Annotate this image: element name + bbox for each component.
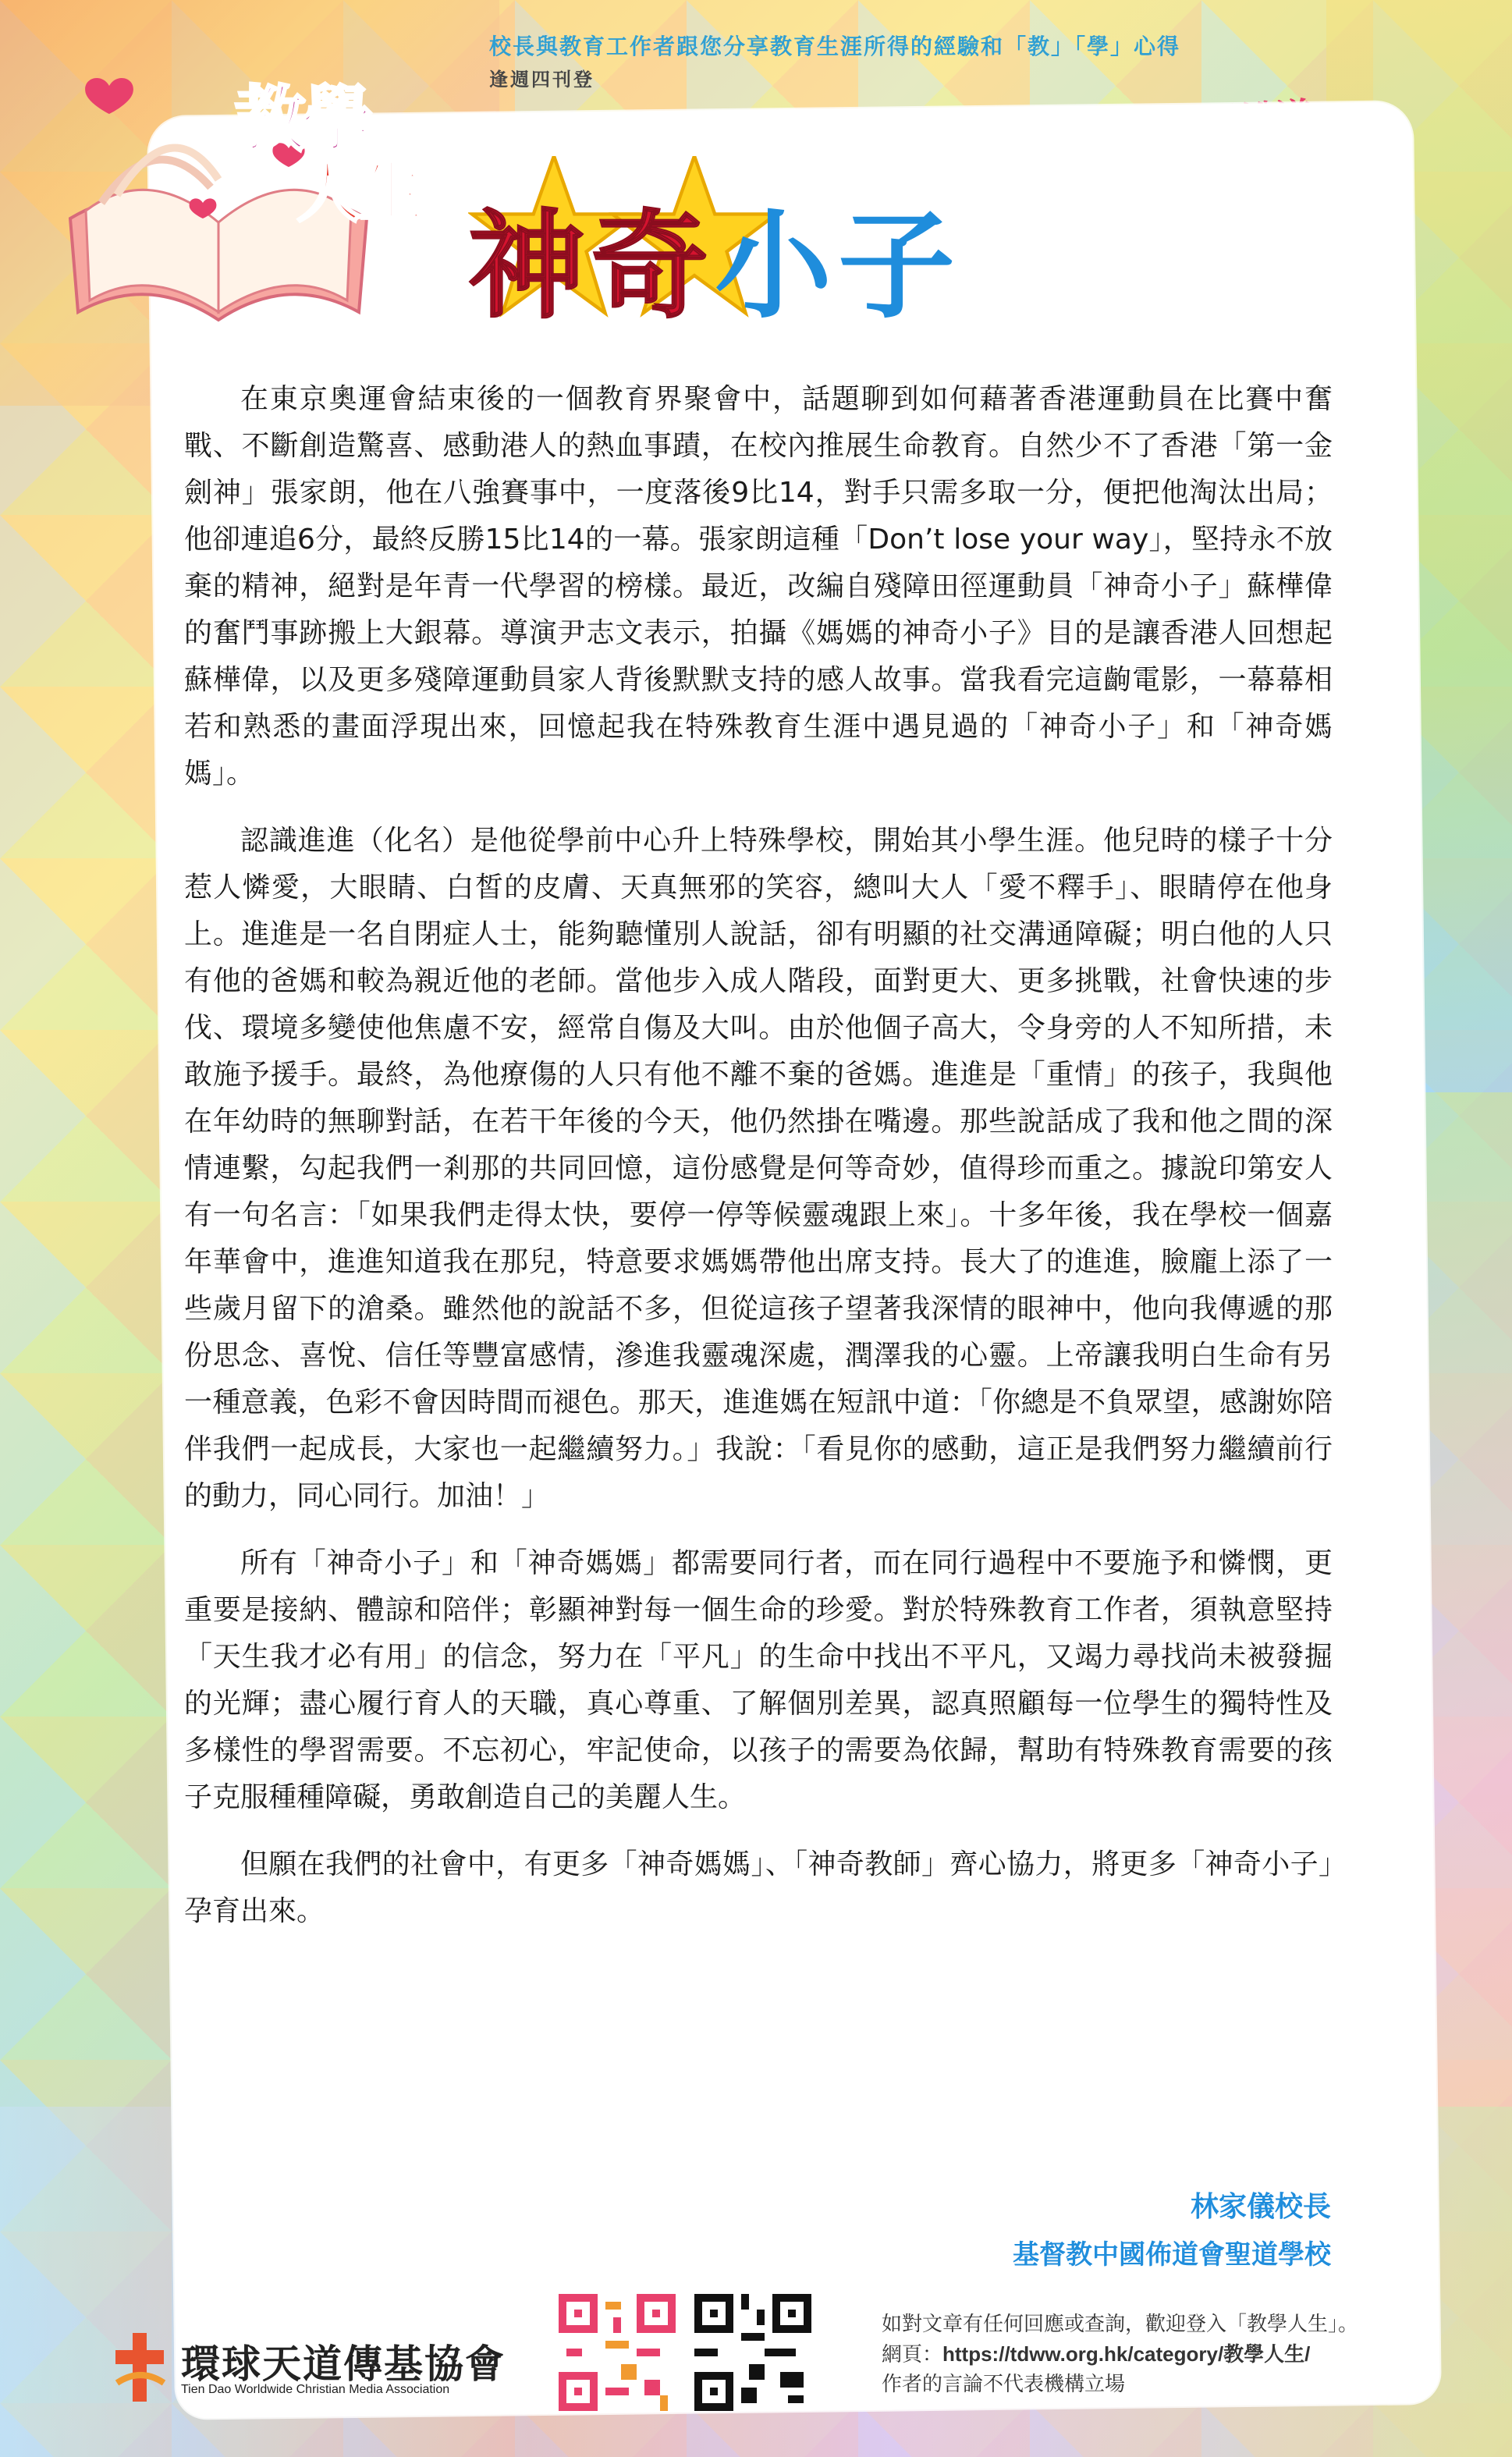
qr-icon bbox=[559, 2294, 676, 2411]
footer-url-label: 網頁： bbox=[882, 2343, 943, 2366]
footer-note-line2 bbox=[882, 2339, 1443, 2370]
author-name: 林家儀校長 bbox=[1190, 2191, 1331, 2223]
paragraph: 在東京奧運會結束後的一個教育界聚會中，話題聊到如何藉著香港運動員在比賽中奮戰、不斷創造驚喜、感動港人的熱血事蹟，在校內推展生命教育。自然少不了香港「第一金劍神」張家朗，他在八強賽事中，一度落後9比14，對手只需多取一分，便把他淘汰出局；他卻連追6分，最終反勝15比14的一幕。張家朗這種「Don’t lose your way」，堅持永不放棄的精神，絕對是年青一代學習的榜樣。最近，改編自殘障田徑運動員「神奇小子」蘇樺偉的奮鬥事跡搬上大銀幕。導演尹志文表示，拍攝《媽媽的神奇小子》目的是讓香港人回想起蘇樺偉，以及更多殘障運動員家人背後默默支持的感人故事。當我看完這齣電影，一幕幕相若和熟悉的畫面浮現出來，回憶起我在特殊教育生涯中遇見過的「神奇小子」和「神奇媽媽」。 bbox=[184, 383, 1333, 790]
footer-note bbox=[882, 2310, 1443, 2399]
qr-icon bbox=[694, 2294, 811, 2411]
heart-icon bbox=[85, 78, 133, 114]
footer-note-line3: 作者的言論不代表機構立場 bbox=[882, 2373, 1126, 2396]
qr-code bbox=[694, 2294, 811, 2411]
header-tagline: 校長與教育工作者跟您分享教育生涯所得的經驗和「教」「學」心得 bbox=[489, 34, 1181, 59]
header-frequency: 逢週四刊登 bbox=[489, 69, 595, 91]
org-name: 環球天道傳基協會 bbox=[181, 2342, 506, 2387]
org-logo-block bbox=[109, 2328, 515, 2406]
page-title bbox=[468, 172, 961, 340]
qr-code-colored bbox=[559, 2294, 676, 2411]
author-school: 基督教中國佈道會聖道學校 bbox=[1013, 2239, 1331, 2271]
title-block bbox=[468, 156, 1061, 335]
paragraph: 認識進進（化名）是他從學前中心升上特殊學校，開始其小學生涯。他兒時的樣子十分惹人憐愛，大眼睛、白皙的皮膚、天真無邪的笑容，總叫大人「愛不釋手」、眼睛停在他身上。進進是一名自閉症人士，能夠聽懂別人說話，卻有明顯的社交溝通障礙；明白他的人只有他的爸媽和較為親近他的老師。當他步入成人階段，面對更大、更多挑戰，社會快速的步伐、環境多變使他焦慮不安，經常自傷及大叫。由於他個子高大，令身旁的人不知所措，未敢施予援手。最終，為他療傷的人只有他不離不棄的爸媽。進進是「重情」的孩子，我與他在年幼時的無聊對話，在若干年後的今天，他仍然掛在嘴邊。那些說話成了我和他之間的深情連繫，勾起我們一剎那的共同回憶，這份感覺是何等奇妙，值得珍而重之。據說印第安人有一句名言：「如果我們走得太快，要停一停等候靈魂跟上來」。十多年後，我在學校一個嘉年華會中，進進知道我在那兒，特意要求媽媽帶他出席支持。長大了的進進，臉龐上添了一些歲月留下的滄桑。雖然他的說話不多，但從這孩子望著我深情的眼神中，他向我傳遞的那份思念、喜悅、信任等豐富感情，滲進我靈魂深處，潤澤我的心靈。上帝讓我明白生命有另一種意義，色彩不會因時間而褪色。那天，進進媽在短訊中道：「你總是不負眾望，感謝妳陪伴我們一起成長，大家也一起繼續努力。」我說：「看見你的感動，這正是我們努力繼續前行的動力，同心同行。加油！」 bbox=[184, 825, 1333, 1512]
title-part2: 小子 bbox=[715, 199, 962, 335]
title-part1: 神奇 bbox=[468, 199, 715, 335]
logo-line1: 教學 bbox=[234, 78, 369, 162]
footer-url-link[interactable]: https://tdww.org.hk/category/教學人生/ bbox=[942, 2342, 1311, 2366]
footer-note-line1: 如對文章有任何回應或查詢，歡迎登入「教學人生」。 bbox=[882, 2313, 1359, 2336]
paragraph: 但願在我們的社會中，有更多「神奇媽媽」、「神奇教師」齊心協力，將更多「神奇小子」孕育出來。 bbox=[184, 1848, 1333, 1927]
logo-line2: 人生 bbox=[296, 154, 422, 231]
paragraph: 所有「神奇小子」和「神奇媽媽」都需要同行者，而在同行過程中不要施予和憐憫，更重要是接納、體諒和陪伴；彰顯神對每一個生命的珍愛。對於特殊教育工作者，須執意堅持「天生我才必有用」的信念，努力在「平凡」的生命中找出不平凡，又竭力尋找尚未被發掘的光輝；盡心履行育人的天職，真心尊重、了解個別差異，認真照顧每一位學生的獨特性及多樣性的學習需要。不忘初心，牢記使命，以孩子的需要為依歸，幫助有特殊教育需要的孩子克服種種障礙，勇敢創造自己的美麗人生。 bbox=[184, 1547, 1333, 1813]
org-name-en: Tien Dao Worldwide Christian Media Association bbox=[181, 2383, 450, 2396]
article-body bbox=[184, 376, 1333, 1955]
cross-logo-icon bbox=[109, 2328, 172, 2406]
